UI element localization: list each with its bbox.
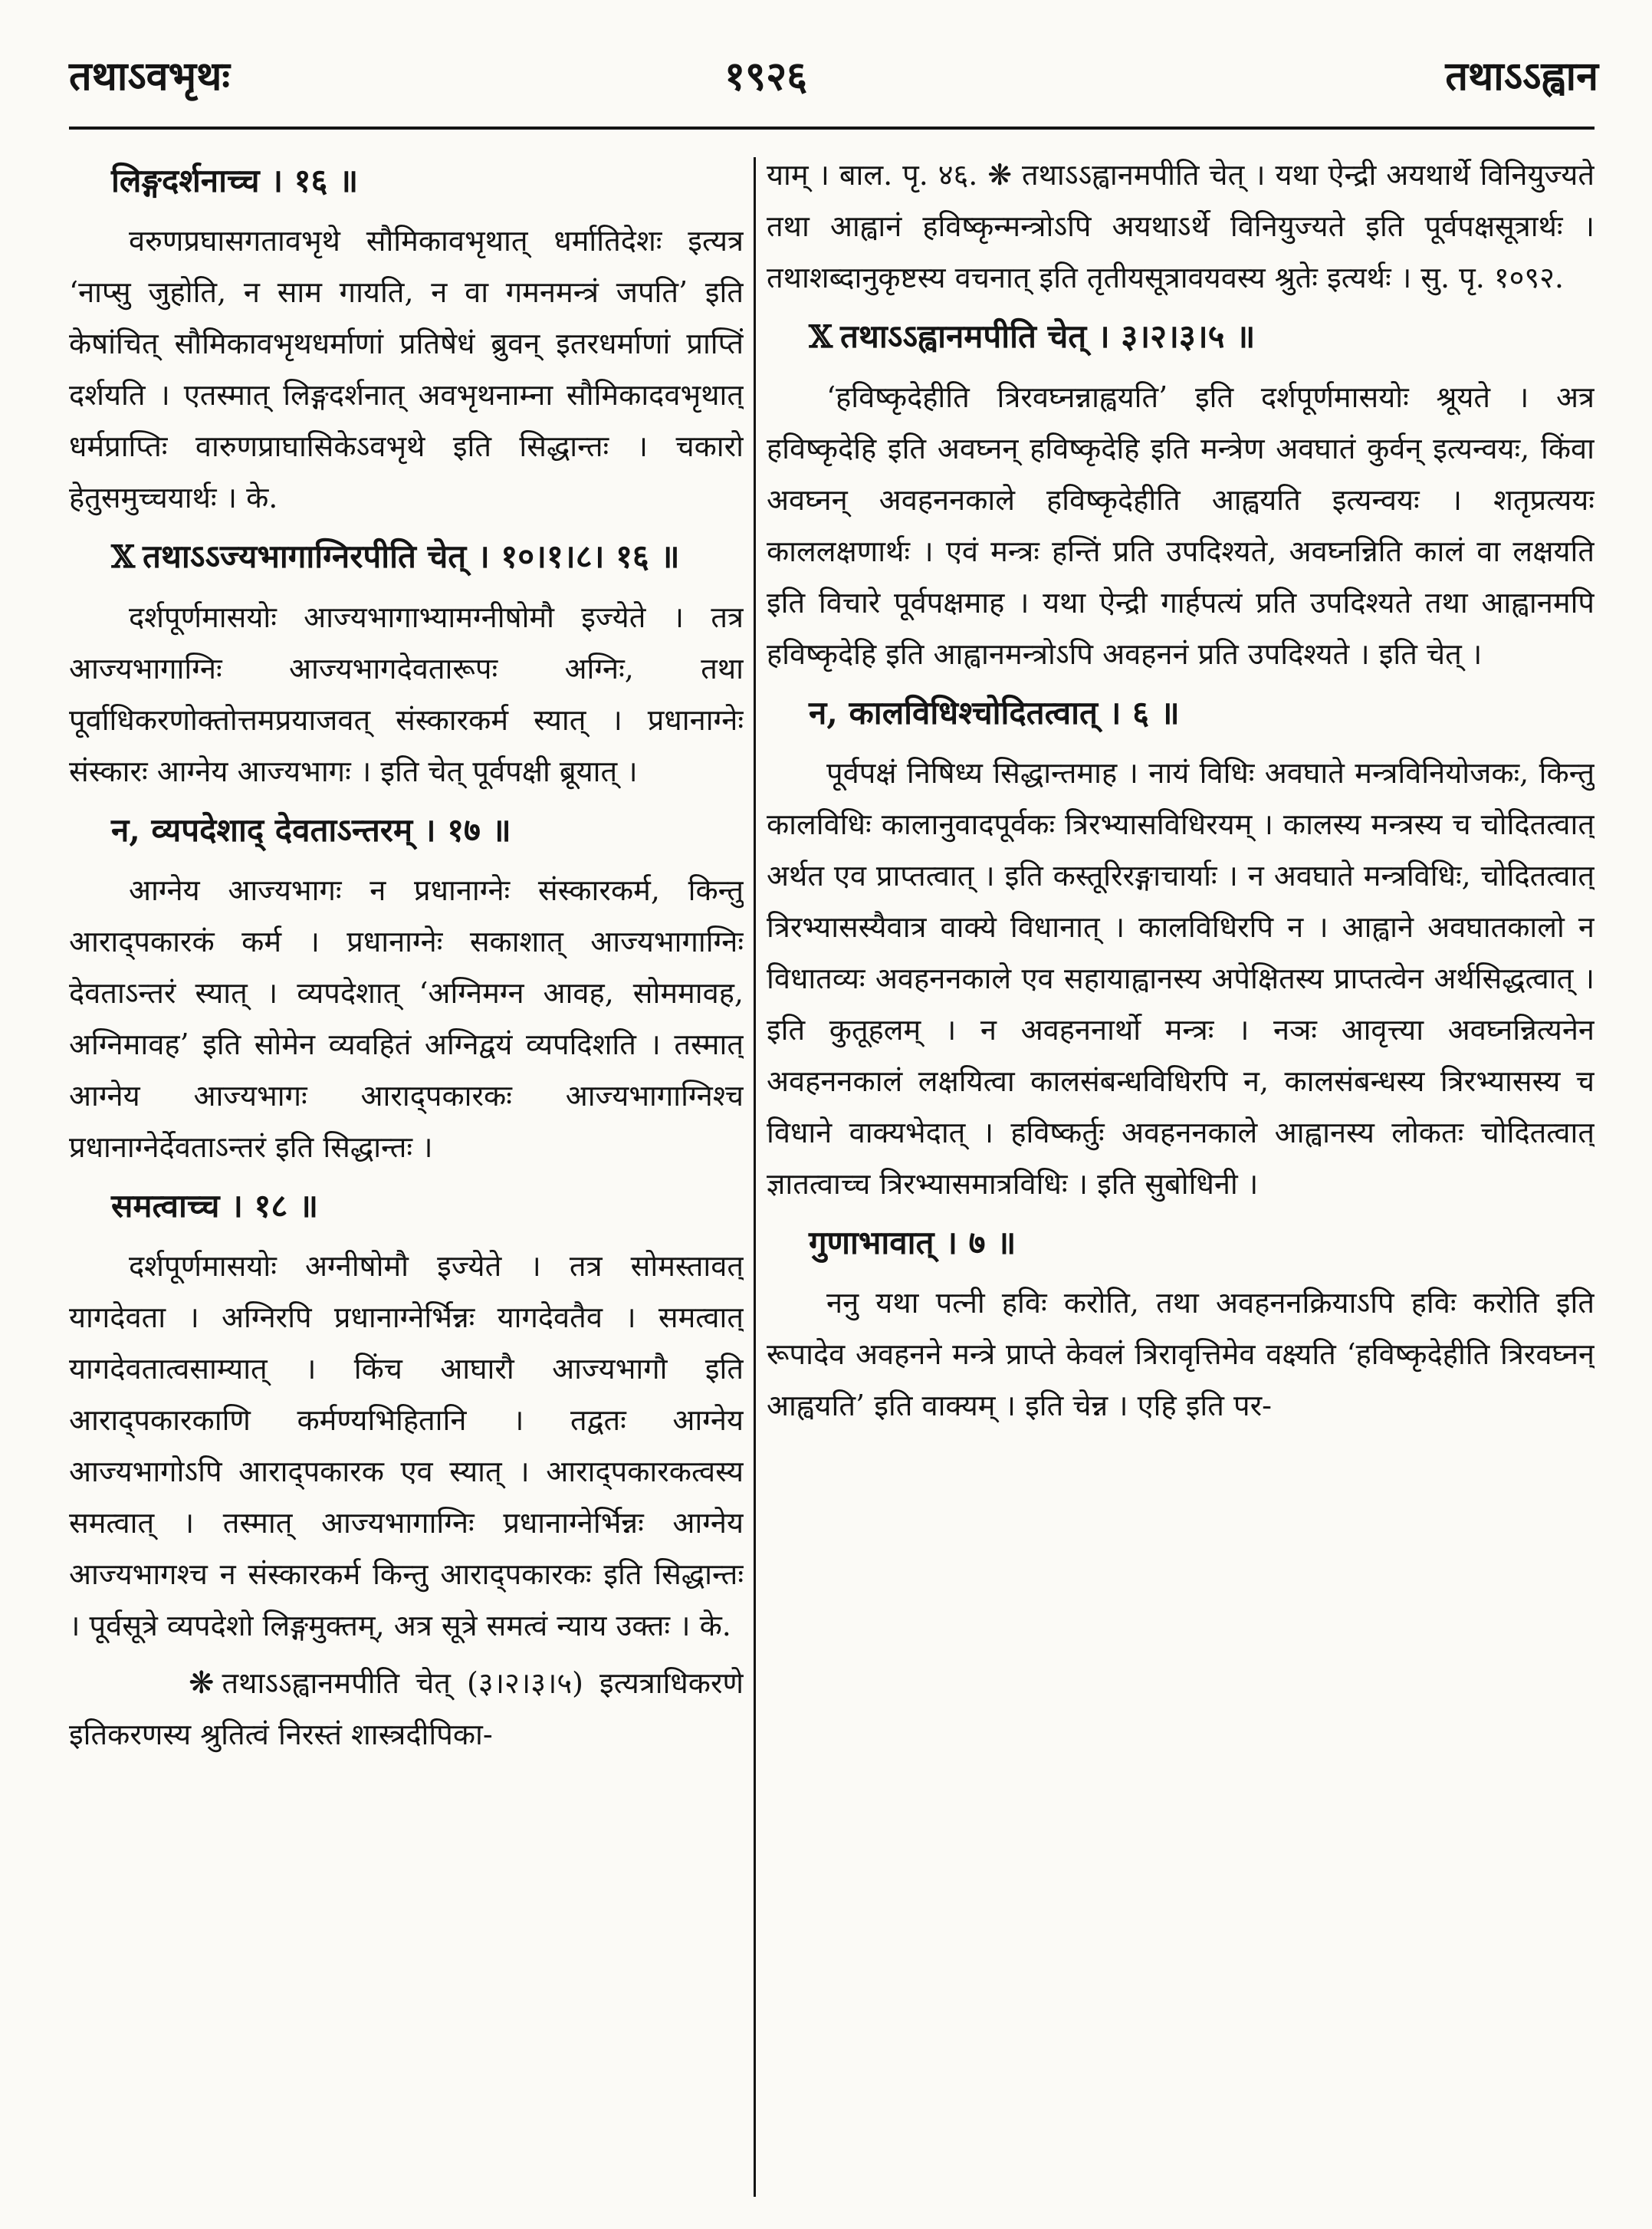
header-rule — [69, 127, 1595, 130]
commentary-paragraph: पूर्वपक्षं निषिध्य सिद्धान्तमाह । नायं विधिः अवघाते मन्त्रविनियोजकः, किन्तु कालविधिः कालानुवादपूर्वकः त्रिरभ्यासविधिरयम् । कालस्य मन्त्रस्य च चोदितत्वात् अर्थत एव प्राप्तत्वात् । इति कस्तूरिरङ्गाचार्याः । न अवघाते मन्त्रविधिः, चोदितत्वात् त्रिरभ्यासस्यैवात्र वाक्ये विधानात् । कालविधिरपि न । आह्वाने अवघातकालो न विधातव्यः अवहननकाले एव सहायाह्वानस्य अपेक्षितस्य प्राप्तत्वेन अर्थसिद्धत्वात् । इति कुतूहलम् । न अवहननार्थो मन्त्रः । नञः आवृत्त्या अवघ्नन्नित्यनेन अवहननकालं लक्षयित्वा कालसंबन्धविधिरपि न, कालसंबन्धस्य त्रिरभ्यासस्य च विधाने वाक्यभेदात् । हविष्कर्तुः अवहननकाले आह्वानस्य लोकतः चोदितत्वात् ज्ञातत्वाच्च त्रिरभ्यासमात्रविधिः । इति सुबोधिनी । — [767, 756, 1595, 1201]
commentary-paragraph: याम् । बाल. पृ. ४६. ❋ तथाऽऽह्वानमपीति चेत् । यथा ऐन्द्री अयथार्थे विनियुज्यते तथा आह्वानं हविष्कृन्मन्त्रोऽपि अयथाऽर्थे विनियुज्यते इति पूर्वपक्षसूत्रार्थः । तथाशब्दानुकृष्टस्य वचनात् इति तृतीयसूत्रावयवस्य श्रुतेः इत्यर्थः । सु. पृ. १०९२. — [767, 158, 1595, 294]
commentary-paragraph: ननु यथा पत्नी हविः करोति, तथा अवहननक्रियाऽपि हविः करोति इति रूपादेव अवहनने मन्त्रे प्राप्ते केवलं त्रिरावृत्तिमेव वक्ष्यति ‘हविष्कृदेहीति त्रिरवघ्नन् आह्वयति’ इति वाक्यम् । इति चेन्न । एहि इति पर- — [767, 1286, 1595, 1422]
sutra-text: तथाऽऽज्यभागाग्निरपीति चेत् । १०।१।८। १६ ॥ — [143, 538, 680, 575]
column-divider — [754, 157, 756, 2197]
commentary-paragraph: दर्शपूर्णमासयोः आज्यभागाभ्यामग्नीषोमौ इज्येते । तत्र आज्यभागाग्निः आज्यभागदेवतारूपः अग्निः, तथा पूर्वाधिकरणोक्तोत्तमप्रयाजवत् संस्कारकर्म स्यात् । प्रधानाग्नेः संस्कारः आग्नेय आज्यभागः । इति चेत् पूर्वपक्षी ब्रूयात् । — [69, 600, 744, 788]
sutra-heading — [69, 530, 744, 584]
sutra-heading: गुणाभावात् । ७ ॥ — [809, 1224, 1016, 1261]
sutra-heading: समत्वाच्च । १८ ॥ — [111, 1187, 318, 1225]
page-number: १९२६ — [724, 53, 808, 100]
header-right-word: तथाऽऽह्वान — [1445, 53, 1598, 100]
sutra-text: तथाऽऽह्वानमपीति चेत् । ३।२।३।५ ॥ — [840, 317, 1256, 355]
left-column — [69, 150, 744, 2189]
adhikarana-mark-icon: 𝕏 — [809, 319, 833, 355]
adhikarana-mark-icon: 𝕏 — [111, 539, 136, 575]
sutra-heading: न, कालविधिश्चोदितत्वात् । ६ ॥ — [809, 694, 1180, 731]
paragraph-text: तथाऽऽह्वानमपीति चेत् (३।२।३।५) इत्यत्राधिकरणे इतिकरणस्य श्रुतित्वं निरस्तं शास्त्रदीपिका- — [69, 1666, 744, 1751]
commentary-paragraph — [69, 1658, 744, 1761]
commentary-paragraph: आग्नेय आज्यभागः न प्रधानाग्नेः संस्कारकर्म, किन्तु आराद्‌पकारकं कर्म । प्रधानाग्नेः सकाशात् आज्यभागाग्निः देवताऽन्तरं स्यात् । व्यपदेशात् ‘अग्निमग्न आवह, सोममावह, अग्निमावह’ इति सोमेन व्यवहितं अग्निद्वयं व्यपदिशति । तस्मात् आग्नेय आज्यभागः आराद्‌पकारकः आज्यभागाग्निश्च प्रधानाग्नेर्देवताऽन्तरं इति सिद्धान्तः । — [69, 873, 744, 1164]
page-header — [0, 0, 1652, 130]
sutra-heading: न, व्यपदेशाद् देवताऽन्तरम् । १७ ॥ — [111, 811, 511, 849]
sutra-heading — [767, 310, 1595, 364]
commentary-paragraph: वरुणप्रघासगतावभृथे सौमिकावभृथात् धर्मातिदेशः इत्यत्र ‘नाप्सु जुहोति, न साम गायति, न वा गमनमन्त्रं जपति’ इति केषांचित् सौमिकावभृथधर्माणां प्रतिषेधं ब्रुवन् इतरधर्माणां प्राप्तिं दर्शयति । एतस्मात् लिङ्गदर्शनात् अवभृथनाम्ना सौमिकादवभृथात् धर्मप्राप्तिः वारुणप्राघासिकेऽवभृथे इति सिद्धान्तः । चकारो हेतुसमुच्चयार्थः । के. — [69, 224, 744, 515]
sutra-heading: लिङ्गदर्शनाच्च । १६ ॥ — [111, 162, 359, 199]
star-mark-icon: ❋ — [189, 1665, 215, 1701]
right-column — [767, 150, 1595, 2189]
commentary-paragraph: ‘हविष्कृदेहीति त्रिरवघ्नन्नाह्वयति’ इति दर्शपूर्णमासयोः श्रूयते । अत्र हविष्कृदेहि इति अवघ्नन् हविष्कृदेहि इति मन्त्रेण अवघातं कुर्वन् इत्यन्वयः, किंवा अवघ्नन् अवहननकाले हविष्कृदेहीति आह्वयति इत्यन्वयः । शतृप्रत्ययः काललक्षणार्थः । एवं मन्त्रः हन्तिं प्रति उपदिश्यते, अवघ्नन्निति कालं वा लक्षयति इति विचारे पूर्वपक्षमाह । यथा ऐन्द्री गार्हपत्यं प्रति उपदिश्यते तथा आह्वानमपि हविष्कृदेहि इति आह्वानमन्त्रोऽपि अवहननं प्रति उपदिश्यते । इति चेत् । — [767, 380, 1595, 671]
header-left-word: तथाऽवभृथः — [69, 53, 230, 100]
commentary-paragraph: दर्शपूर्णमासयोः अग्नीषोमौ इज्येते । तत्र सोमस्तावत् यागदेवता । अग्निरपि प्रधानाग्नेर्भिन्नः यागदेवतैव । समत्वात् यागदेवतात्वसाम्यात् । किंच आघारौ आज्यभागौ इति आराद्‌पकारकाणि कर्मण्यभिहितानि । तद्वतः आग्नेय आज्यभागोऽपि आराद्‌पकारक एव स्यात् । आराद्‌पकारकत्वस्य समत्वात् । तस्मात् आज्यभागाग्निः प्रधानाग्नेर्भिन्नः आग्नेय आज्यभागश्च न संस्कारकर्म किन्तु आराद्‌पकारकः इति सिद्धान्तः । पूर्वसूत्रे व्यपदेशो लिङ्गमुक्तम्, अत्र सूत्रे समत्वं न्याय उक्तः । के. — [69, 1249, 744, 1642]
